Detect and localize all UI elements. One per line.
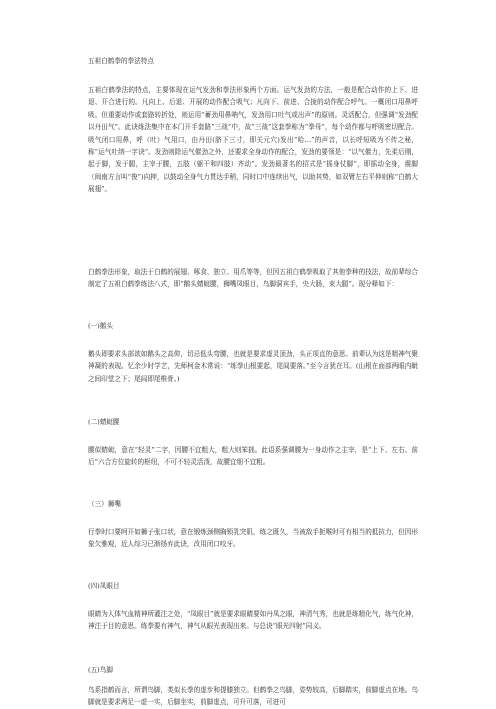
paragraph-dragonfly-waist: 腰似蜻蜓，意在“轻灵”二字，因腰不宜粗大，粗大则笨拙。此语系强调腰为一身动作之主宰，是“上下、左右、前后”六合方位旋转的枢纽，不可不轻灵活泼，故腰宜细不宜粗。 bbox=[88, 446, 418, 467]
section-heading-phoenix-eye: (四)凤眼目 bbox=[88, 582, 120, 590]
section-heading-dragonfly-waist: (二)蜻蜓腰 bbox=[88, 418, 120, 426]
section-heading-bird-foot: (五)鸟脚 bbox=[88, 666, 113, 674]
paragraph-bird-foot: 鸟系指鹤而言，所谓鸟脚，类似长拳的虚步和提膝独立。但鹤拳之鸟脚，姿势较高，后脚踏实，前脚虚点在地。鸟脚就是要求两足一虚一实，后脚坐实，前脚虚点，可升可落，可进可 bbox=[88, 686, 418, 707]
paragraph-intro: 五祖白鹤拳法的特点，主要体现在运气发劲和拳法形象两个方面。运气发劲的方法，一般是配合动作的上下、进退、开合进行的。凡向上、后退、开展的动作配合吸气；凡向下、前进、合拢的动作配合呼气。一概闭口用鼻呼吸。但重要动作或套路转折处，则运用“蓄劲用鼻呐气，发劲用口吐气或出声”的原则。灵活配合，但强调“发劲配以丹田气”。此诀练法集中在本门开手套路“三战”中，故“三战”这套拳称为“拳母”，每个动作都与呼吸密切配合。吸气闭口用鼻，呼（吐）气用口，由丹田(脐下三寸，即关元穴)发出“哈…”的声音，以长呼短吸为不传之秘，称“运气吐纳一字诀”。发劲则除运气催劲之外，还要求全身动作的配合，发劲的要领是：“以气催力，先柔后刚，起于脚，发于腿，主宰于腰，五肢（躯干和四肢）齐动”。发劲最著名的招式是“摇身仗脚”，即摇动全身，震脚（闽南方言叫“俊”)向押，以鼓动全身气力贯达手稍，同时口中连续出气，以助其势，如双臂左右平伸则称“白鹤大展翅”。 bbox=[88, 86, 418, 194]
section-heading-goose-head: (一)鹅头 bbox=[88, 322, 113, 330]
document-title: 五祖白鹤拳的拳法特点 bbox=[88, 57, 154, 65]
paragraph-lion-mouth: 行拳时口要呵开如狮子张口状，意在锻炼颈侧胸锁乳突肌，练之既久，当被敌手扼喉时可有相当的抵抗力，但因形象欠雅观，近人综习已渐扬弃此诀，改用闭口咬牙。 bbox=[88, 528, 418, 549]
section-heading-lion-mouth: （三）狮嘴 bbox=[88, 500, 121, 508]
paragraph-goose-head: 鹅头即要求头部欲如鹅头之高仰，切忌低头弯腰，也就是要求虚灵顶劲，头正项直的意思。前辈认为这是精神气聚神凝的表现。忆余少时学艺，先师柯金木常说：“练拳山根要起，尾闾要落。”至今言犹在耳。(山根在面部两眼内眦之间印堂之下；尾闾即尾椎骨。) bbox=[88, 350, 418, 383]
paragraph-form: 白鹤拳法形象，取法于白鹤的展翅、啄食、独立、用爪等等，但因五祖白鹤拳吸取了其他拳种的技法，故前辈综合制定了五祖白鹤拳练法八式，即“鹅头蜻蜓腰，狮嘴凤眼目，鸟脚洞宾手，央大肠，束大腿”。现分释如下： bbox=[88, 268, 418, 289]
paragraph-phoenix-eye: 眼睛为人体气血精神所灌注之处，“凤眼目”就是要求眼睛要如丹凤之眼，神清气秀，也就是练精化气，练气化神，神注于目的意思。练拳要有神气，神气从眼光表现出来。与总诀“眼光四射”同义。 bbox=[88, 610, 418, 631]
